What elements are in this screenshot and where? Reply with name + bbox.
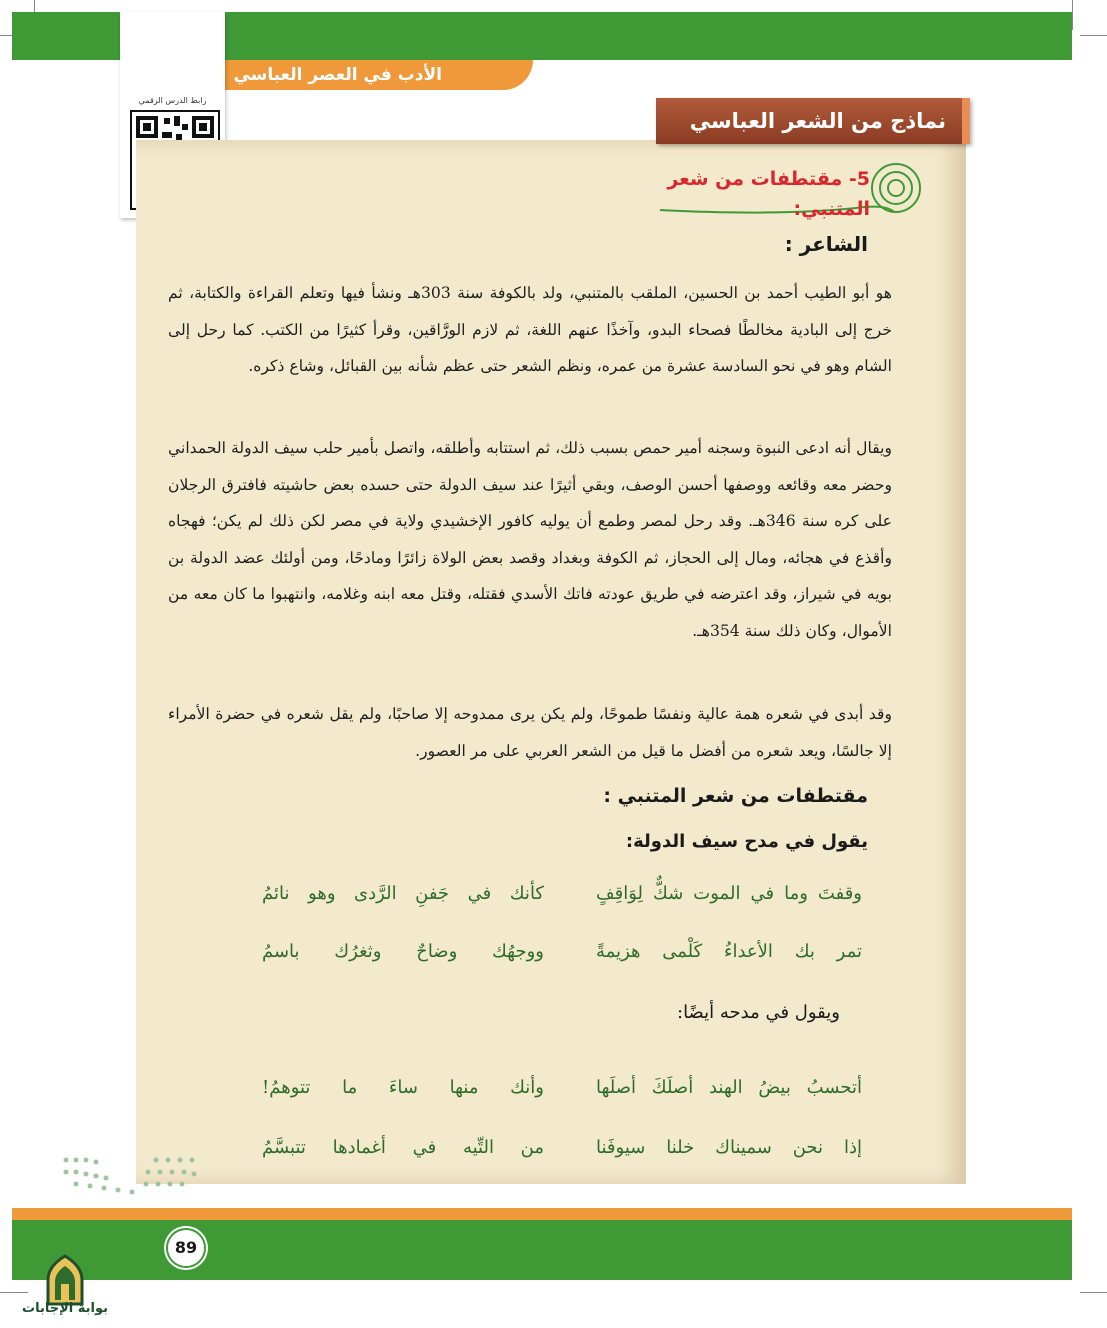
footer-band-orange [12, 1208, 1072, 1220]
excerpts-heading: مقتطفات من شعر المتنبي : [603, 785, 868, 807]
crop-mark [1072, 0, 1073, 30]
paragraph-biography: هو أبو الطيب أحمد بن الحسين، الملقب بالمتنبي، ولد بالكوفة سنة 303هـ ونشأ فيها وتعلم القراءة والكتابة، ثم خرج إلى البادية مخالطًا فصحاء البدو، وآخذًا عنهم اللغة، ثم لازم الورَّاقين، وقرأ كثيرًا من الكتب. كما رحل إلى الشام وهو في نحو السادسة عشرة من عمره، ونظم الشعر حتى عظم شأنه بين القبائل، وشاع ذكره. [168, 284, 892, 376]
crop-mark [1080, 35, 1107, 36]
paragraph-character: وقد أبدى في شعره همة عالية ونفسًا طموحًا، ولم يكن يرى ممدوحه إلا صاحبًا، ولم يقل شعره في حضرة الأمراء إلا جالسًا، ويعد شعره من أفضل ما قيل من الشعر العربي على مر العصور. [168, 705, 892, 760]
verse-ajz: كأنك في جَفنِ الرَّدى وهو نائمُ [262, 883, 544, 904]
page-title: نماذج من الشعر العباسي [689, 109, 946, 133]
poet-label: الشاعر : [784, 232, 868, 256]
section-title: الأدب في العصر العباسي [233, 65, 442, 85]
qr-caption: رابط الدرس الرقمي [138, 96, 207, 105]
verse-sadr: وقفتَ وما في الموت شكٌّ لِوَاقِفٍ [596, 883, 862, 904]
verse-intro-2: ويقول في مدحه أيضًا: [677, 1002, 840, 1023]
page-number: 89 [166, 1228, 206, 1268]
verse-intro-1: يقول في مدح سيف الدولة: [625, 831, 868, 852]
verse-sadr: إذا نحن سميناك خلنا سيوفَنا [596, 1137, 862, 1158]
ministry-logo-dots-icon [60, 1154, 200, 1200]
verse-sadr: تمر بك الأعداءُ كَلْمى هزيمةً [596, 941, 862, 962]
verse-sadr: أتحسبُ بيضُ الهند أصلَكَ أصلَها [596, 1077, 862, 1098]
brand-name: بوابة الإجابات [22, 1301, 108, 1316]
verse-ajz: من التِّيه في أغمادها تتبسَّمُ [262, 1137, 544, 1158]
paragraph-career: ويقال أنه ادعى النبوة وسجنه أمير حمص بسبب ذلك، ثم استتابه وأطلقه، واتصل بأمير حلب سيف الدولة الحمداني وحضر معه وقائعه ووصفها أحسن الوصف، وبقي أثيرًا عند سيف الدولة حتى حسده بعض حاشيته فافترق الرجلان على كره سنة 346هـ. وقد رحل لمصر وطمع أن يوليه كافور الإخشيدي ولاية في مصر لكن ذلك لم يكن؛ فهجاه وأقذع في هجائه، ومال إلى الحجاز، ثم الكوفة وبغداد وقصد بعض الولاة زائرًا ومادحًا، ومن أولئك عضد الدولة بن بويه في شيراز، وقد اعترضه في طريق عودته فاتك الأسدي فقتله، وقتل معه ابنه وغلامه، وانتهبوا ما كان معه من الأموال، وكان ذلك سنة 354هـ. [168, 439, 892, 640]
crop-mark [1080, 1292, 1107, 1293]
verse-ajz: وأنك منها ساءَ ما تتوهمُ! [262, 1077, 544, 1098]
crop-mark [0, 1292, 28, 1293]
subheading: 5- مقتطفات من شعر المتنبي: [667, 168, 870, 220]
verse-ajz: ووجهُك وضاحٌ وثغرُك باسمُ [262, 941, 544, 962]
heading-tab [656, 98, 970, 144]
